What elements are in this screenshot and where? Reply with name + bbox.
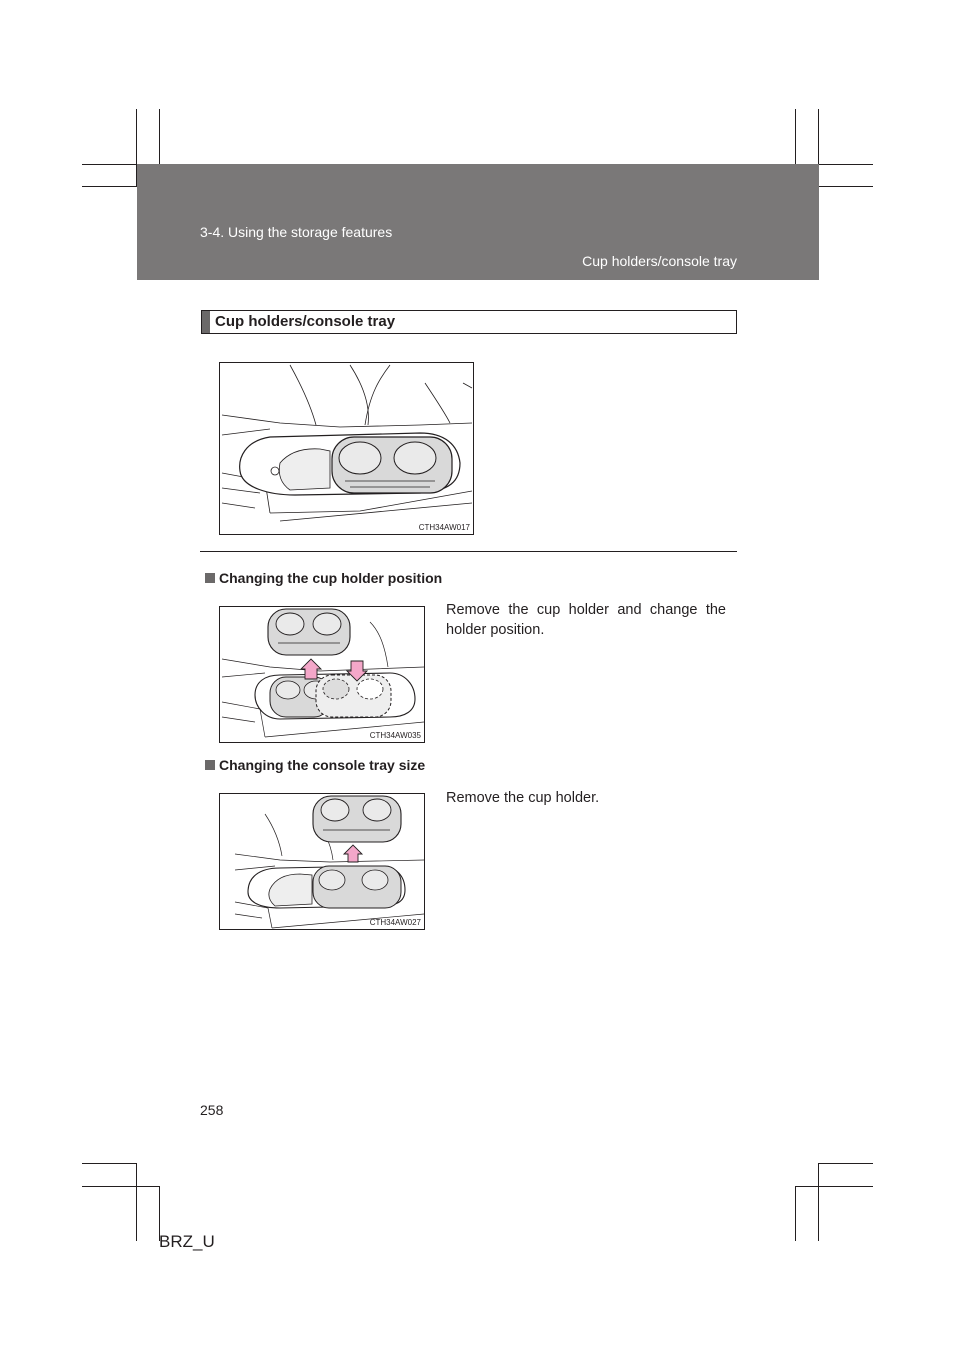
section-label: 3-4. Using the storage features	[200, 224, 393, 240]
square-bullet-icon	[205, 573, 215, 583]
crop-mark	[818, 186, 873, 187]
figure-code: CTH34AW035	[369, 731, 421, 740]
console-illustration	[220, 363, 473, 534]
page-number: 258	[200, 1102, 224, 1118]
figure-console-overview	[219, 362, 474, 535]
crop-mark	[159, 109, 160, 164]
crop-mark	[82, 186, 137, 187]
page-header-title: Cup holders/console tray	[582, 253, 737, 269]
model-code: BRZ_U	[159, 1232, 215, 1251]
crop-mark	[795, 1186, 796, 1241]
square-bullet-icon	[205, 760, 215, 770]
crop-mark	[818, 1163, 873, 1164]
header-band	[137, 164, 819, 280]
figure-tray-size	[219, 793, 425, 930]
section-title-box	[201, 310, 737, 334]
crop-mark	[818, 1163, 819, 1241]
figure-code: CTH34AW017	[418, 523, 470, 532]
title-marker	[202, 311, 210, 333]
crop-mark	[136, 1163, 137, 1241]
arrow-up-icon	[344, 845, 362, 862]
tray-size-illustration	[220, 794, 424, 929]
crop-mark	[795, 109, 796, 164]
figure-holder-position	[219, 606, 425, 743]
subheading-position: Changing the cup holder position	[205, 570, 442, 586]
holder-position-illustration	[220, 607, 424, 742]
crop-mark	[82, 1186, 160, 1187]
subheading-size: Changing the console tray size	[205, 757, 425, 773]
instruction-size: Remove the cup holder.	[446, 790, 600, 806]
figure-code: CTH34AW027	[369, 918, 421, 927]
crop-mark	[795, 1186, 873, 1187]
crop-mark	[82, 1163, 137, 1164]
section-title: Cup holders/console tray	[215, 313, 396, 330]
instruction-position: Remove the cup holder and change the holder position.	[446, 602, 726, 638]
divider-rule	[200, 551, 737, 552]
